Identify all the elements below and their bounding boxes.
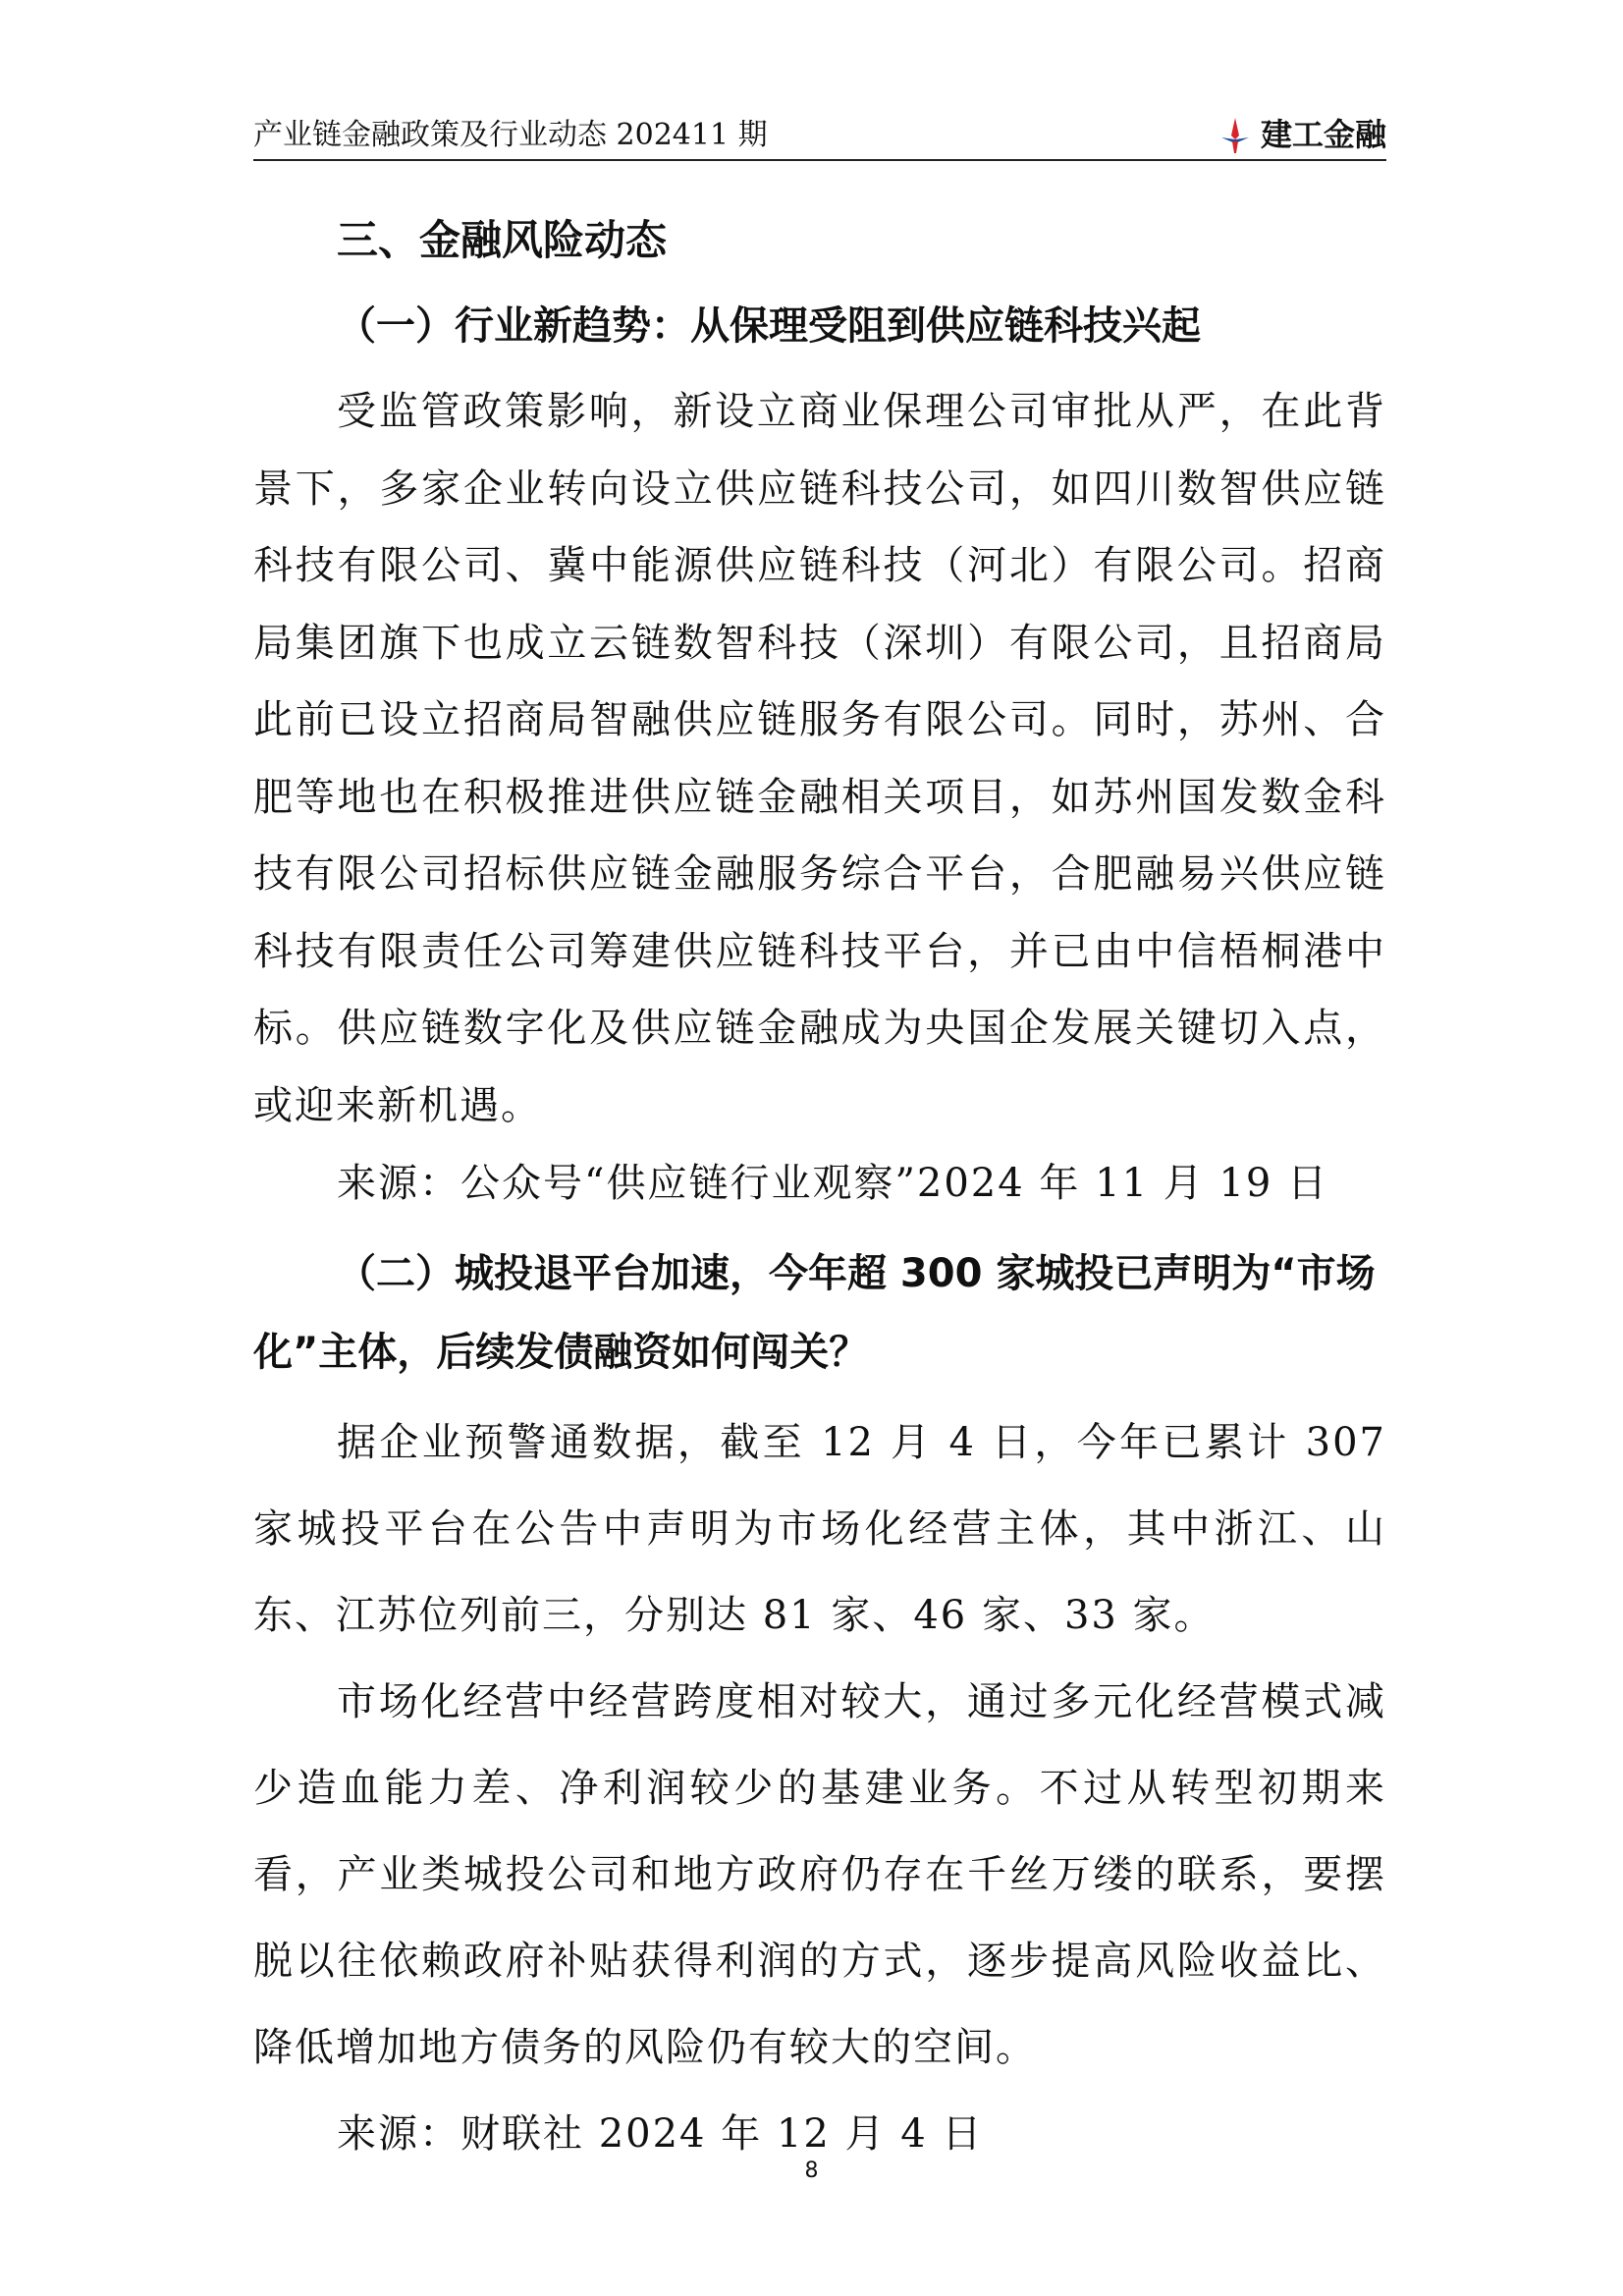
paragraph: 受监管政策影响，新设立商业保理公司审批从严，在此背景下，多家企业转向设立供应链科技公司，如四川数智供应链科技有限公司、冀中能源供应链科技（河北）有限公司。招商局集团旗下也成立云链数智科技（深圳）有限公司，且招商局此前已设立招商局智融供应链服务有限公司。同时，苏州、合肥等地也在积极推进供应链金融相关项目，如苏州国发数金科技有限公司招标供应链金融服务综合平台，合肥融易兴供应链科技有限责任公司筹建供应链科技平台，并已由中信梧桐港中标。供应链数字化及供应链金融成为央国企发展关键切入点，或迎来新机遇。	[253, 389, 1386, 1128]
subsection-heading-2: （二）城投退平台加速，今年超 300 家城投已声明为“市场化”主体，后续发债融资如何闯关？	[253, 1251, 1376, 1375]
main-content	[253, 206, 1386, 2177]
brand-logo-icon	[1216, 116, 1255, 155]
brand-logo	[1216, 110, 1386, 155]
header-title: 产业链金融政策及行业动态 202411 期	[253, 118, 768, 152]
page-number: 8	[804, 2159, 819, 2183]
brand-name: 建工金融	[1260, 116, 1386, 153]
subsection-heading-1: （一）行业新趋势：从保理受阻到供应链科技兴起	[337, 303, 1201, 349]
source-note: 来源：公众号“供应链行业观察”2024 年 11 月 19 日	[337, 1161, 1329, 1206]
paragraph: 据企业预警通数据，截至 12 月 4 日，今年已累计 307 家城投平台在公告中声明为市场化经营主体，其中浙江、山东、江苏位列前三，分别达 81 家、46 家、33 家。	[253, 1420, 1386, 1638]
paragraph: 市场化经营中经营跨度相对较大，通过多元化经营模式减少造血能力差、净利润较少的基建业务。不过从转型初期来看，产业类城投公司和地方政府仍存在千丝万缕的联系，要摆脱以往依赖政府补贴获得利润的方式，逐步提高风险收益比、降低增加地方债务的风险仍有较大的空间。	[253, 1679, 1386, 2070]
section-title: 三、金融风险动态	[337, 216, 668, 264]
source-note: 来源：财联社 2024 年 12 月 4 日	[337, 2111, 984, 2157]
page-header	[253, 110, 1386, 161]
